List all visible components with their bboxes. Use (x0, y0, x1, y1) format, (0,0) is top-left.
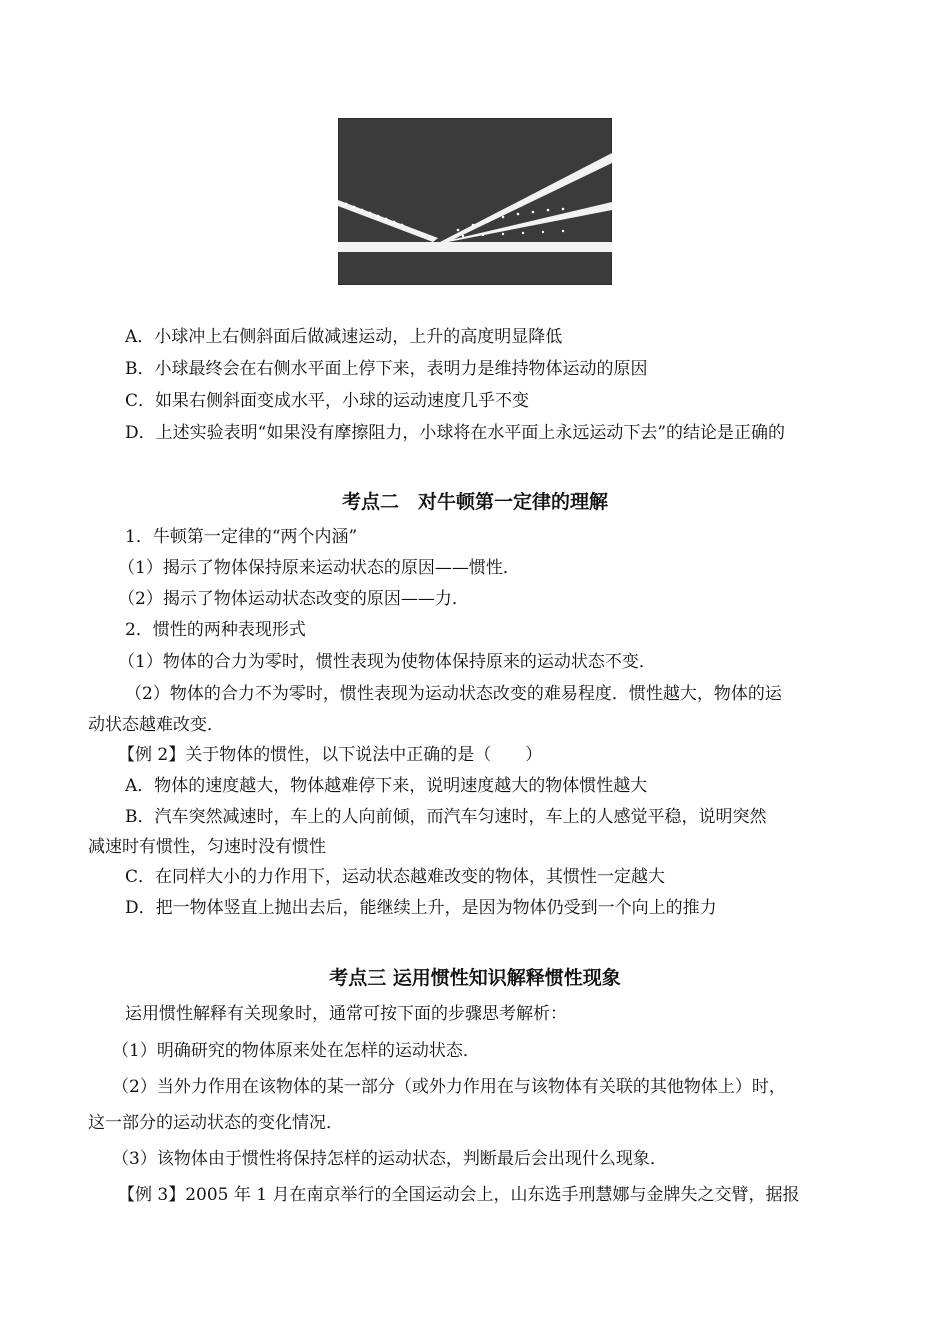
section3-step3: （3）该物体由于惯性将保持怎样的运动状态，判断最后会出现什么现象． (112, 1149, 667, 1169)
ramp-experiment-figure (338, 118, 612, 285)
section3-title: 考点三 运用惯性知识解释惯性现象 (329, 967, 621, 989)
example2-option-c: C．在同样大小的力作用下，运动状态越难改变的物体，其惯性一定越大 (125, 867, 666, 887)
section3-step2-line1: （2）当外力作用在该物体的某一部分（或外力作用在与该物体有关联的其他物体上）时， (112, 1077, 786, 1097)
option-d: D．上述实验表明“如果没有摩擦阻力，小球将在水平面上永远运动下去”的结论是正确的 (125, 423, 786, 443)
section2-title: 考点二 对牛顿第一定律的理解 (341, 491, 608, 513)
example2-option-a: A．物体的速度越大，物体越难停下来，说明速度越大的物体惯性越大 (125, 776, 648, 796)
section2-point2-1: （1）物体的合力为零时，惯性表现为使物体保持原来的运动状态不变． (118, 652, 656, 672)
example2-option-b-line2: 减速时有惯性，匀速时没有惯性 (88, 837, 326, 857)
option-b: B．小球最终会在右侧水平面上停下来，表明力是维持物体运动的原因 (125, 359, 648, 379)
example2-option-b-line1: B．汽车突然减速时，车上的人向前倾，而汽车匀速时，车上的人感觉平稳，说明突然 (125, 807, 767, 827)
ramp-experiment-image (338, 118, 612, 285)
section2-point2-2b: 动状态越难改变． (88, 715, 224, 735)
section3-intro: 运用惯性解释有关现象时，通常可按下面的步骤思考解析： (125, 1004, 567, 1024)
example3-text: 【例 3】2005 年 1 月在南京举行的全国运动会上，山东选手刑慧娜与金牌失之交臂，据报 (118, 1185, 800, 1205)
section2-point1-2: （2）揭示了物体运动状态改变的原因——力． (118, 589, 469, 609)
section3-step1: （1）明确研究的物体原来处在怎样的运动状态． (112, 1041, 480, 1061)
section2-point1-1: （1）揭示了物体保持原来运动状态的原因——惯性． (118, 558, 520, 578)
example2-title: 【例 2】关于物体的惯性，以下说法中正确的是（ ） (118, 745, 543, 765)
section2-point1: 1．牛顿第一定律的“两个内涵” (125, 527, 358, 547)
section2-point2-2a: （2）物体的合力不为零时，惯性表现为运动状态改变的难易程度．惯性越大，物体的运 (125, 684, 782, 704)
option-c: C．如果右侧斜面变成水平，小球的运动速度几乎不变 (125, 391, 530, 411)
example2-option-d: D．把一物体竖直上抛出去后，能继续上升，是因为物体仍受到一个向上的推力 (125, 898, 717, 918)
section2-point2: 2．惯性的两种表现形式 (125, 620, 306, 640)
section3-step2-line2: 这一部分的运动状态的变化情况． (88, 1113, 343, 1133)
option-a: A．小球冲上右侧斜面后做减速运动，上升的高度明显降低 (125, 327, 563, 347)
